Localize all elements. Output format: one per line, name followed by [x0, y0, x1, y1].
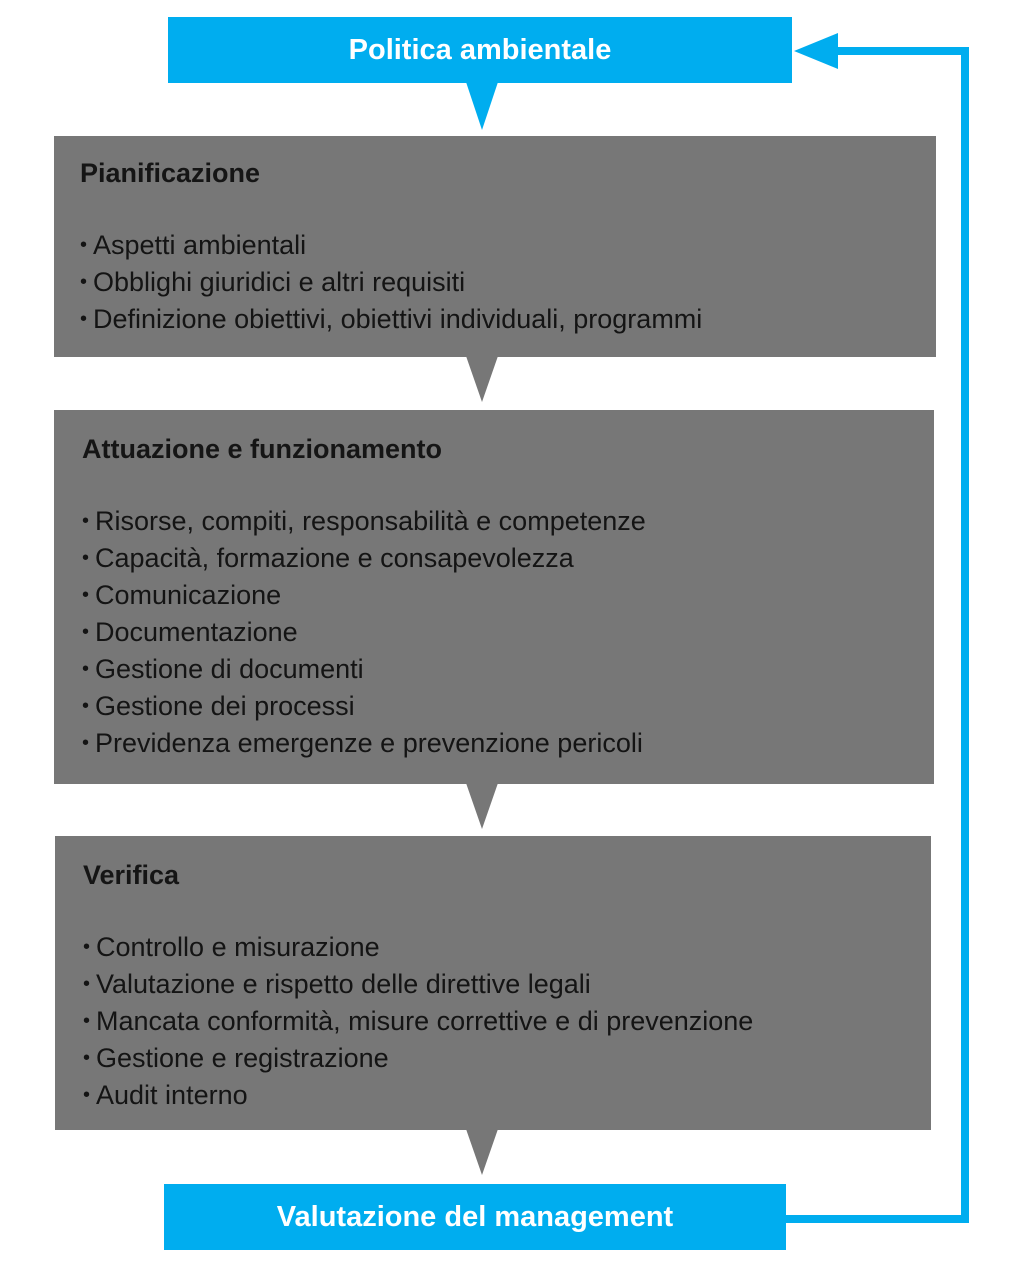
list-item: • Gestione e registrazione: [83, 1040, 931, 1077]
pointer-pianificazione-to-attuazione: [466, 356, 498, 402]
list-item: • Valutazione e rispetto delle direttive legali: [83, 966, 931, 1003]
list-item: • Documentazione: [82, 614, 934, 651]
list-item: • Aspetti ambientali: [80, 227, 936, 264]
list-item: • Definizione obiettivi, obiettivi individuali, programmi: [80, 301, 936, 338]
list-item: • Capacità, formazione e consapevolezza: [82, 540, 934, 577]
bottom-box-label: Valutazione del management: [276, 1200, 674, 1233]
section-title: Attuazione e funzionamento: [82, 434, 442, 464]
pointer-verifica-to-bottom: [466, 1129, 498, 1175]
top-box-label: Politica ambientale: [348, 33, 612, 66]
list-item: • Comunicazione: [82, 577, 934, 614]
list-item: • Gestione di documenti: [82, 651, 934, 688]
list-item: • Controllo e misurazione: [83, 929, 931, 966]
list-item: • Gestione dei processi: [82, 688, 934, 725]
list-item: • Mancata conformità, misure correttive e di prevenzione: [83, 1003, 931, 1040]
section-title: Verifica: [83, 860, 180, 890]
pointer-attuazione-to-verifica: [466, 783, 498, 829]
section-title: Pianificazione: [80, 158, 261, 188]
feedback-loop-arrowhead: [794, 33, 838, 69]
list-item: • Obblighi giuridici e altri requisiti: [80, 264, 936, 301]
list-item: • Risorse, compiti, responsabilità e competenze: [82, 503, 934, 540]
feedback-loop-line: [786, 51, 965, 1219]
list-item: • Audit interno: [83, 1077, 931, 1114]
list-item: • Previdenza emergenze e prevenzione pericoli: [82, 725, 934, 762]
pointer-top-to-pianificazione: [466, 82, 498, 130]
